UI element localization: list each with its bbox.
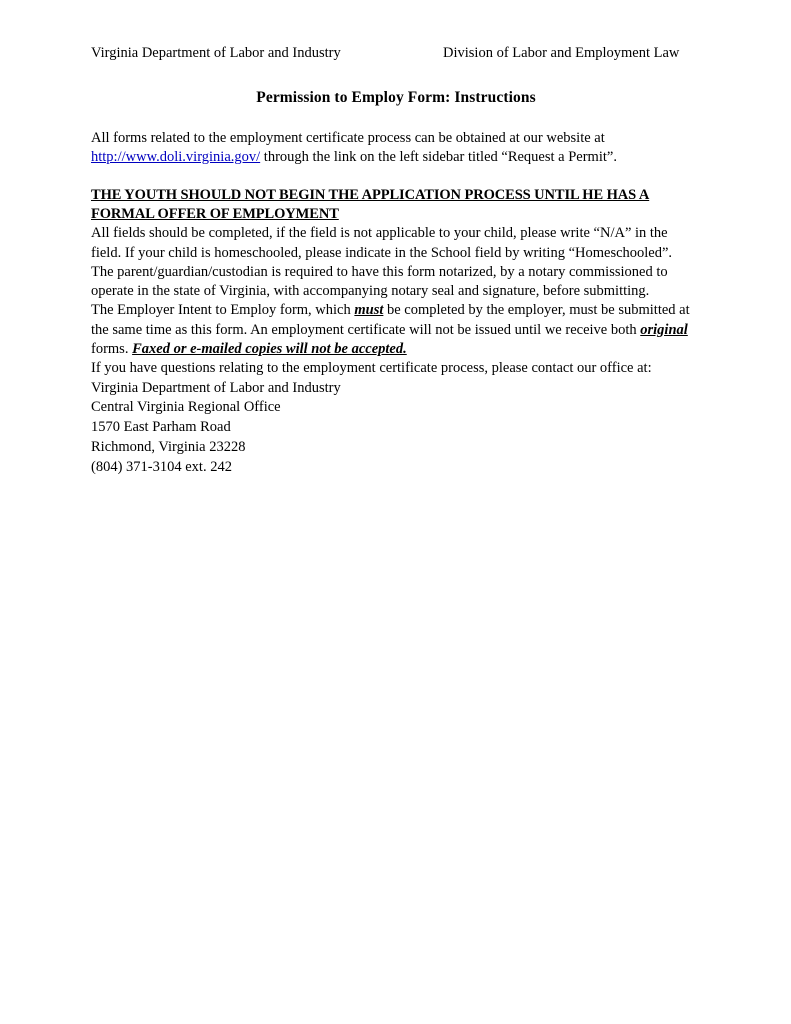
paragraph-notary: The parent/guardian/custodian is required to have this form notarized, by a notary commissioned to operate in the state of Virginia, with accompanying notary seal and signature, before submitting. — [91, 263, 668, 300]
contact-block — [91, 379, 701, 478]
doli-website-link[interactable]: http://www.doli.virginia.gov/ — [91, 149, 261, 166]
header-division-name: Division of Labor and Employment Law — [443, 45, 680, 61]
emphasis-faxed-notice: Faxed or e-mailed copies will not be accepted. — [132, 340, 407, 357]
paragraph-questions: If you have questions relating to the employment certificate process, please contact our office at: — [91, 360, 652, 377]
employer-text-1: The Employer Intent to Employ form, which — [91, 302, 355, 319]
contact-line-office: Central Virginia Regional Office — [91, 399, 281, 416]
document-header — [91, 44, 701, 62]
employer-text-3: forms. — [91, 340, 133, 357]
paragraph-employer-intent — [91, 301, 701, 359]
paragraph-fields: All fields should be completed, if the field is not applicable to your child, please write “N/A” in the field. If your child is homeschooled, please indicate in the School field by writing “Homeschooled”. — [91, 225, 673, 261]
website-intro-text: All forms related to the employment certificate process can be obtained at our website at — [91, 130, 605, 147]
website-after-text: through the link on the left sidebar titled “Request a Permit”. — [260, 149, 617, 166]
warning-notice: THE YOUTH SHOULD NOT BEGIN THE APPLICATION PROCESS UNTIL HE HAS A FORMAL OFFER OF EMPLOYMENT — [91, 186, 650, 222]
emphasis-must: must — [354, 302, 384, 319]
contact-line-city-state-zip: Richmond, Virginia 23228 — [91, 439, 246, 456]
emphasis-original: original — [640, 321, 688, 338]
document-content — [91, 44, 701, 478]
employer-text-2: be completed by the employer, must be submitted at the same time as this form. An employment certificate will not be issued until we receive both — [91, 302, 690, 338]
contact-line-street: 1570 East Parham Road — [91, 419, 231, 436]
page-title: Permission to Employ Form: Instructions — [256, 89, 536, 107]
contact-line-phone: (804) 371-3104 ext. 242 — [91, 458, 232, 475]
paragraph-website — [91, 129, 701, 168]
header-agency-name: Virginia Department of Labor and Industry — [91, 45, 341, 61]
contact-line-agency: Virginia Department of Labor and Industry — [91, 379, 341, 396]
